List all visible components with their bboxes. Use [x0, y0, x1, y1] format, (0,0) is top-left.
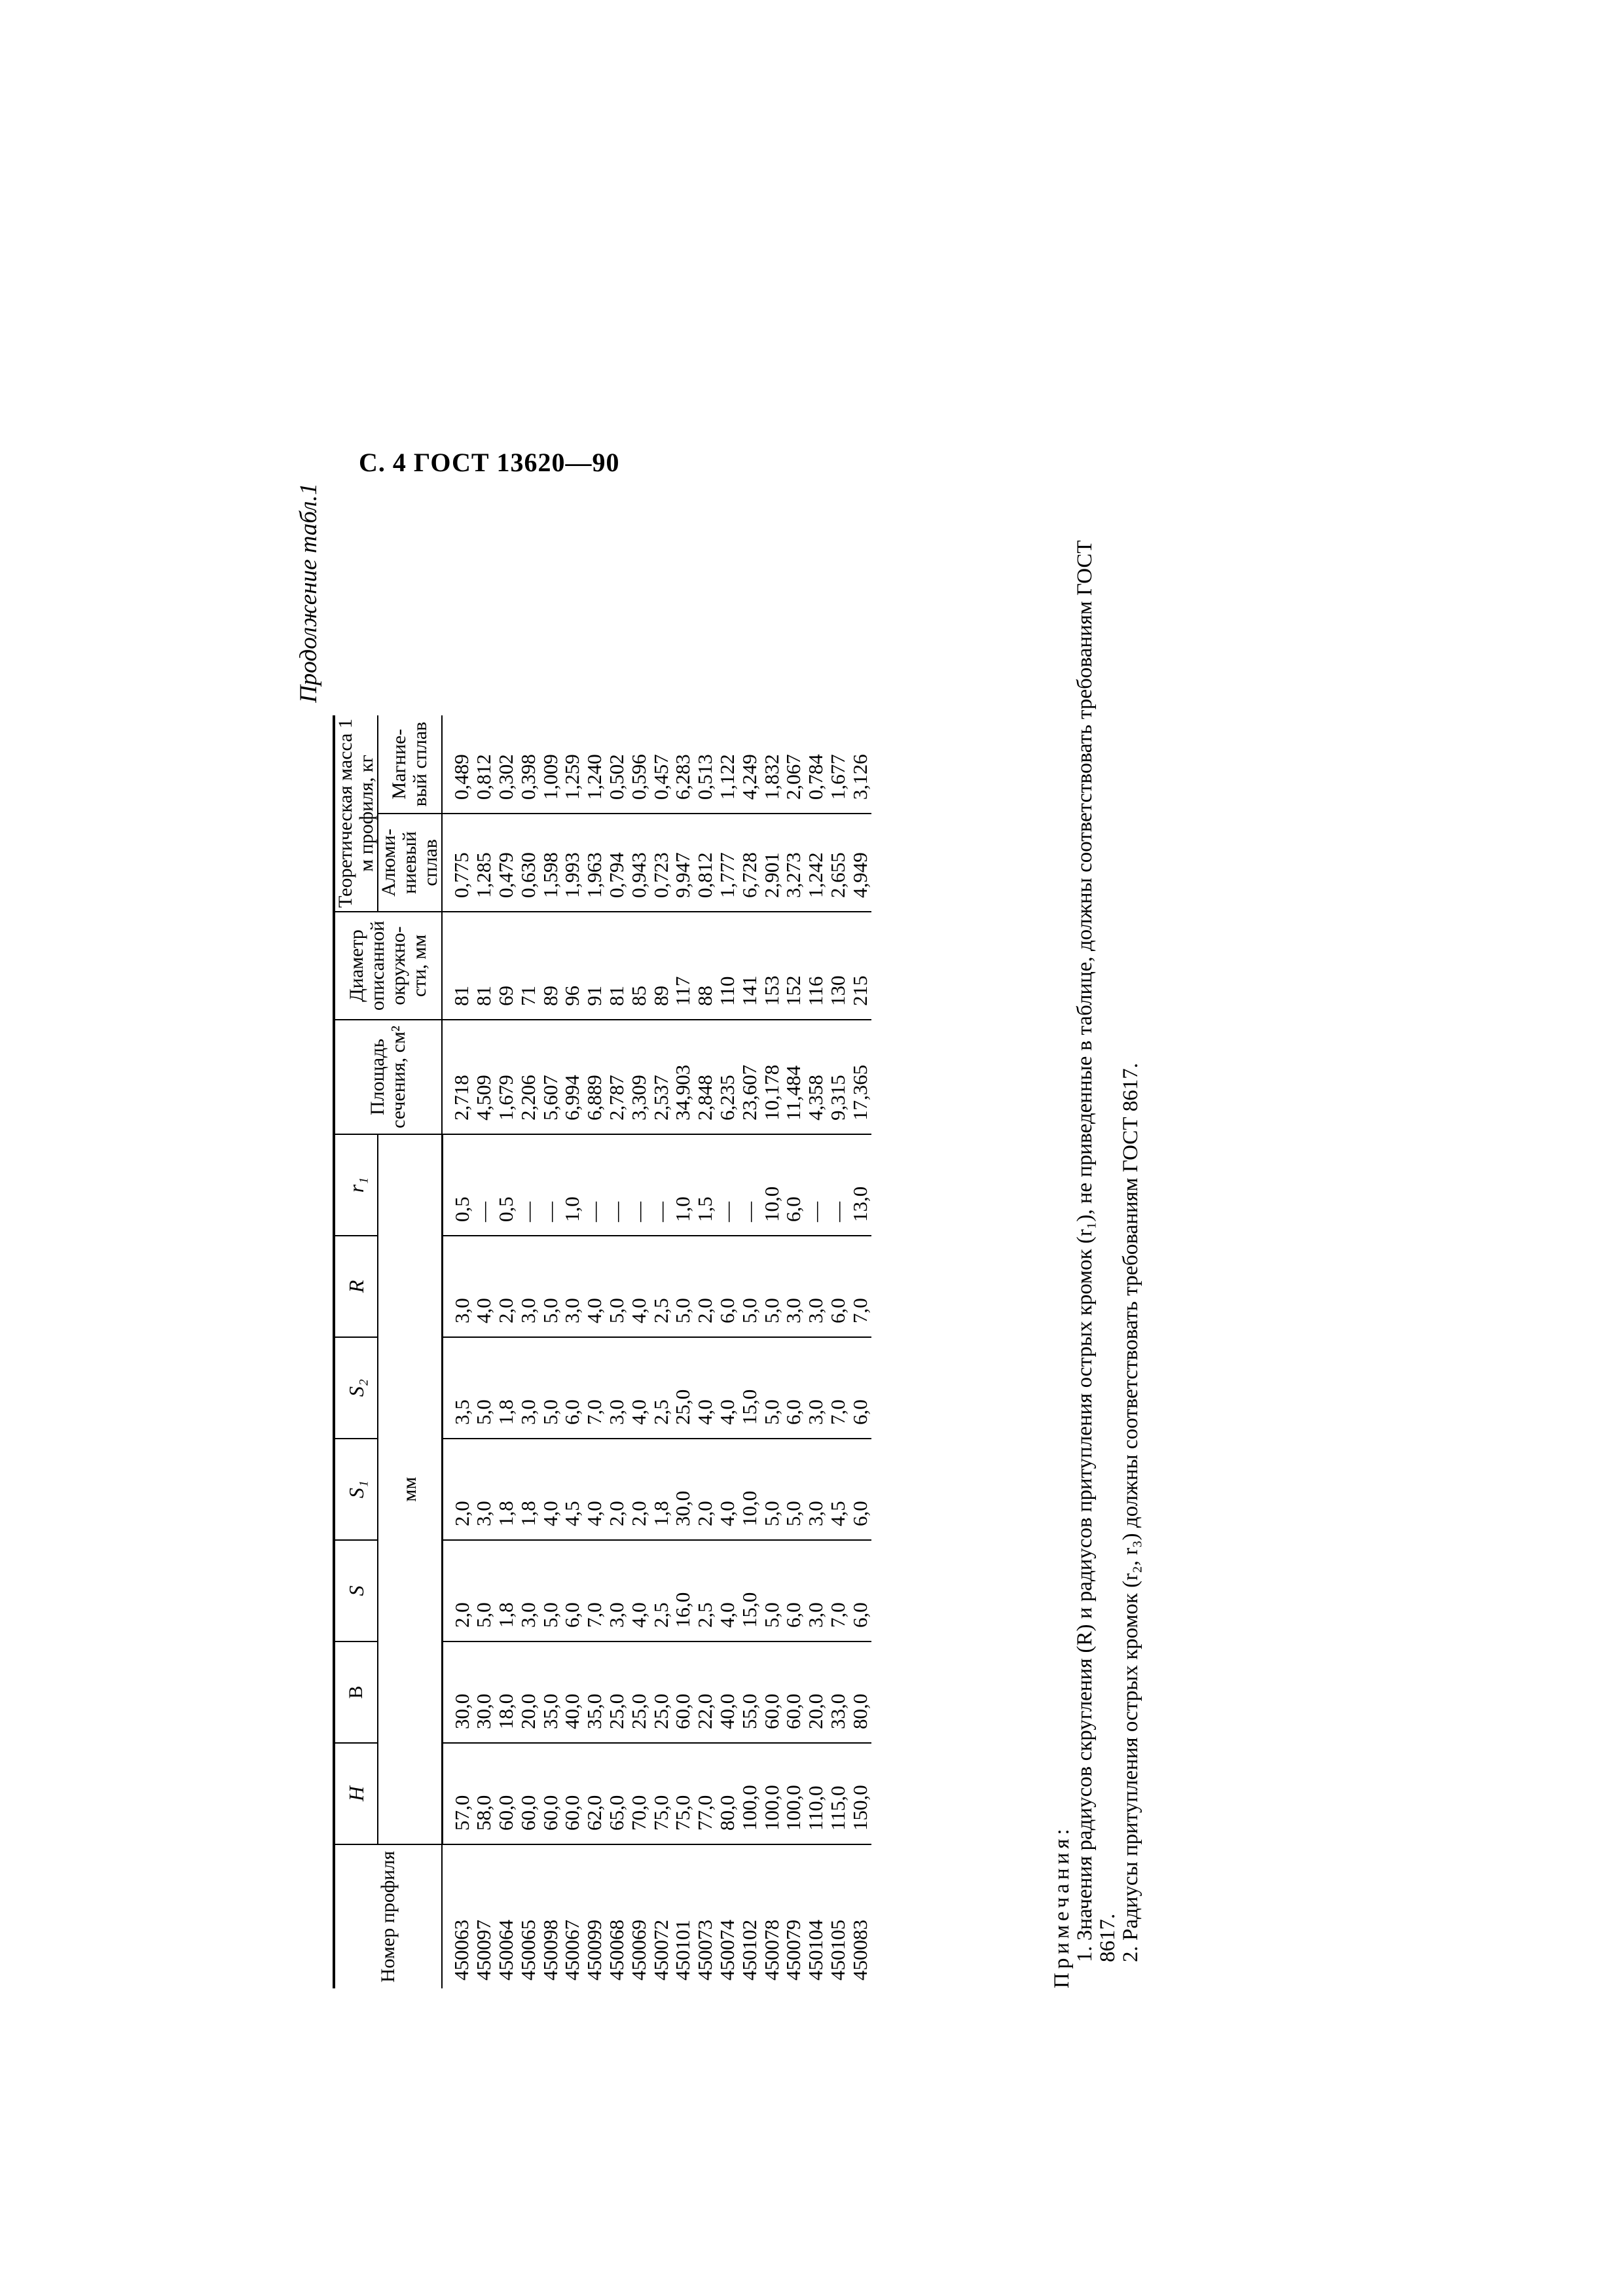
cell-s1: 1,8: [495, 1439, 517, 1540]
header-mass: Теоретическая масса 1 м профиля, кг: [334, 715, 378, 912]
header-units: мм: [378, 1134, 442, 1844]
cell-s2: 3,5: [442, 1337, 473, 1439]
cell-r1: 1,5: [694, 1134, 716, 1236]
cell-b: 40,0: [716, 1641, 739, 1743]
cell-a: 4,358: [805, 1020, 827, 1134]
cell-a: 6,889: [583, 1020, 606, 1134]
cell-s2: 7,0: [827, 1337, 849, 1439]
cell-n: 450065: [517, 1844, 539, 1988]
cell-s2: 15,0: [739, 1337, 761, 1439]
cell-d: 71: [517, 912, 539, 1020]
cell-mg: 1,122: [716, 754, 739, 800]
cell-r1: —: [628, 1134, 650, 1236]
cell-r1: 0,5: [442, 1134, 473, 1236]
cell-al: 0,479: [495, 814, 517, 912]
cell-al: 0,794: [606, 814, 628, 912]
cell-h: 75,0: [672, 1743, 694, 1844]
cell-al: 2,901: [761, 814, 783, 912]
cell-a: 9,315: [827, 1020, 849, 1134]
cell-h: 70,0: [628, 1743, 650, 1844]
continuation-label: Продолжение табл.1: [295, 483, 322, 703]
cell-r1: —: [827, 1134, 849, 1236]
cell-mg: 0,398: [516, 754, 539, 800]
table-row: [495, 715, 517, 1988]
cell-s: 2,0: [442, 1540, 473, 1641]
cell-s: 16,0: [672, 1540, 694, 1641]
cell-s2: 6,0: [561, 1337, 583, 1439]
cell-r: 5,0: [739, 1236, 761, 1337]
cell-n: 450078: [761, 1844, 783, 1988]
table-row: [539, 715, 562, 1988]
cell-d: 152: [782, 912, 805, 1020]
cell-r1: —: [583, 1134, 606, 1236]
cell-s2: 4,0: [716, 1337, 739, 1439]
page-header: С. 4 ГОСТ 13620—90: [359, 448, 620, 477]
cell-a: 2,537: [650, 1020, 672, 1134]
profile-table: [333, 715, 871, 1988]
cell-d: 81: [442, 912, 473, 1020]
note-2: 2. Радиусы притупления острых кромок (r₂, r₃) должны соответствовать требованиям ГОСТ 8617.: [1119, 1063, 1142, 1962]
cell-s2: 3,0: [805, 1337, 827, 1439]
cell-s1: 1,8: [650, 1439, 672, 1540]
table-row: [849, 715, 871, 1988]
cell-h: 60,0: [517, 1743, 539, 1844]
cell-n: 450073: [694, 1844, 716, 1988]
table-row: [442, 715, 473, 1988]
cell-r1: 0,5: [495, 1134, 517, 1236]
cell-r: 2,0: [694, 1236, 716, 1337]
cell-s1: 4,5: [827, 1439, 849, 1540]
cell-r1: —: [517, 1134, 539, 1236]
cell-a: 11,484: [782, 1020, 805, 1134]
cell-mg: 1,677: [826, 754, 850, 800]
table-row: [473, 715, 495, 1988]
cell-s: 3,0: [805, 1540, 827, 1641]
table-row: [739, 715, 761, 1988]
cell-r: 5,0: [672, 1236, 694, 1337]
cell-mg: 2,067: [782, 754, 805, 800]
header-r1: r₁: [334, 1134, 378, 1236]
cell-r1: 6,0: [782, 1134, 805, 1236]
header-h: H: [334, 1743, 378, 1844]
cell-al: 3,273: [782, 814, 805, 912]
cell-r1: —: [650, 1134, 672, 1236]
cell-s: 6,0: [561, 1540, 583, 1641]
table-row: [827, 715, 849, 1988]
cell-r: 3,0: [442, 1236, 473, 1337]
cell-r: 3,0: [561, 1236, 583, 1337]
cell-h: 60,0: [561, 1743, 583, 1844]
cell-d: 117: [672, 912, 694, 1020]
cell-al: 0,630: [517, 814, 539, 912]
cell-b: 35,0: [539, 1641, 562, 1743]
cell-a: 2,206: [517, 1020, 539, 1134]
table-row: [628, 715, 650, 1988]
cell-s1: 3,0: [805, 1439, 827, 1540]
cell-b: 35,0: [583, 1641, 606, 1743]
header-s: S: [334, 1540, 378, 1641]
table-row: [650, 715, 672, 1988]
cell-s: 4,0: [628, 1540, 650, 1641]
cell-b: 60,0: [672, 1641, 694, 1743]
cell-r1: 13,0: [849, 1134, 871, 1236]
cell-mg: 0,784: [804, 754, 828, 800]
cell-s1: 2,0: [606, 1439, 628, 1540]
cell-s2: 3,0: [517, 1337, 539, 1439]
cell-r: 7,0: [849, 1236, 871, 1337]
cell-n: 450079: [782, 1844, 805, 1988]
cell-d: 110: [716, 912, 739, 1020]
cell-r: 4,0: [583, 1236, 606, 1337]
cell-a: 6,235: [716, 1020, 739, 1134]
cell-r1: —: [606, 1134, 628, 1236]
cell-n: 450063: [442, 1844, 473, 1988]
cell-al: 1,242: [805, 814, 827, 912]
cell-mg: 0,812: [472, 754, 496, 800]
cell-b: 60,0: [782, 1641, 805, 1743]
cell-b: 60,0: [761, 1641, 783, 1743]
table-row: [782, 715, 805, 1988]
cell-mg: 3,126: [848, 754, 871, 800]
cell-r: 2,0: [495, 1236, 517, 1337]
header-r: R: [334, 1236, 378, 1337]
cell-b: 40,0: [561, 1641, 583, 1743]
cell-s1: 10,0: [739, 1439, 761, 1540]
cell-r: 3,0: [517, 1236, 539, 1337]
cell-s: 5,0: [473, 1540, 495, 1641]
cell-mg: 0,302: [494, 754, 518, 800]
cell-n: 450105: [827, 1844, 849, 1988]
cell-b: 80,0: [849, 1641, 871, 1743]
cell-mg: 0,457: [649, 754, 672, 800]
cell-b: 22,0: [694, 1641, 716, 1743]
cell-al: 1,285: [473, 814, 495, 912]
cell-al: 2,655: [827, 814, 849, 912]
cell-r: 5,0: [606, 1236, 628, 1337]
cell-s: 6,0: [849, 1540, 871, 1641]
cell-d: 89: [650, 912, 672, 1020]
cell-r: 5,0: [761, 1236, 783, 1337]
cell-s1: 4,0: [583, 1439, 606, 1540]
cell-h: 115,0: [827, 1743, 849, 1844]
cell-b: 18,0: [495, 1641, 517, 1743]
cell-r1: —: [739, 1134, 761, 1236]
cell-d: 81: [473, 912, 495, 1020]
cell-s: 3,0: [517, 1540, 539, 1641]
cell-s2: 4,0: [694, 1337, 716, 1439]
rotated-table-block: [295, 483, 1146, 1988]
cell-h: 60,0: [495, 1743, 517, 1844]
cell-s: 15,0: [739, 1540, 761, 1641]
table-row: [761, 715, 783, 1988]
cell-al: 9,947: [672, 814, 694, 912]
cell-n: 450069: [628, 1844, 650, 1988]
cell-s2: 5,0: [761, 1337, 783, 1439]
cell-al: 0,775: [442, 814, 473, 912]
cell-b: 30,0: [473, 1641, 495, 1743]
cell-a: 5,607: [539, 1020, 562, 1134]
cell-h: 58,0: [473, 1743, 495, 1844]
cell-a: 4,509: [473, 1020, 495, 1134]
cell-n: 450064: [495, 1844, 517, 1988]
cell-n: 450068: [606, 1844, 628, 1988]
notes-title: Примечания:: [1050, 1825, 1074, 1988]
cell-al: 0,812: [694, 814, 716, 912]
header-number: Номер профиля: [334, 1844, 442, 1988]
cell-a: 3,309: [628, 1020, 650, 1134]
cell-h: 100,0: [761, 1743, 783, 1844]
cell-s1: 1,8: [517, 1439, 539, 1540]
note-1: 1. Значения радиусов скругления (R) и радиусов притупления острых кромок (r₁), не приведенные в таблице, должны соответствовать требованиям ГОСТ 8617.: [1073, 540, 1120, 1962]
cell-mg: 1,259: [560, 754, 584, 800]
cell-d: 153: [761, 912, 783, 1020]
table-body: [442, 715, 871, 1988]
cell-b: 20,0: [805, 1641, 827, 1743]
cell-s: 6,0: [782, 1540, 805, 1641]
table-row: [583, 715, 606, 1988]
cell-n: 450067: [561, 1844, 583, 1988]
cell-r1: —: [716, 1134, 739, 1236]
cell-a: 1,679: [495, 1020, 517, 1134]
cell-mg: 0,513: [693, 754, 717, 800]
cell-h: 100,0: [782, 1743, 805, 1844]
cell-r: 4,0: [473, 1236, 495, 1337]
cell-a: 2,787: [606, 1020, 628, 1134]
cell-a: 2,848: [694, 1020, 716, 1134]
cell-s1: 2,0: [442, 1439, 473, 1540]
cell-s1: 5,0: [761, 1439, 783, 1540]
cell-al: 0,723: [650, 814, 672, 912]
cell-d: 130: [827, 912, 849, 1020]
cell-h: 77,0: [694, 1743, 716, 1844]
cell-s: 1,8: [495, 1540, 517, 1641]
cell-mg: 0,596: [627, 754, 650, 800]
cell-s1: 3,0: [473, 1439, 495, 1540]
cell-s2: 5,0: [539, 1337, 562, 1439]
cell-r: 4,0: [628, 1236, 650, 1337]
cell-n: 450074: [716, 1844, 739, 1988]
table-row: [561, 715, 583, 1988]
cell-s: 4,0: [716, 1540, 739, 1641]
table-row: [805, 715, 827, 1988]
table-row: [606, 715, 628, 1988]
cell-b: 55,0: [739, 1641, 761, 1743]
cell-d: 89: [539, 912, 562, 1020]
cell-r: 5,0: [539, 1236, 562, 1337]
cell-d: 81: [606, 912, 628, 1020]
cell-s2: 6,0: [849, 1337, 871, 1439]
cell-r: 3,0: [782, 1236, 805, 1337]
cell-h: 100,0: [739, 1743, 761, 1844]
cell-s: 2,5: [650, 1540, 672, 1641]
cell-b: 30,0: [442, 1641, 473, 1743]
cell-d: 88: [694, 912, 716, 1020]
cell-a: 10,178: [761, 1020, 783, 1134]
cell-a: 17,365: [849, 1020, 871, 1134]
cell-s1: 2,0: [628, 1439, 650, 1540]
cell-s2: 1,8: [495, 1337, 517, 1439]
cell-d: 69: [495, 912, 517, 1020]
cell-al: 6,728: [739, 814, 761, 912]
cell-r1: —: [473, 1134, 495, 1236]
cell-s1: 4,0: [539, 1439, 562, 1540]
cell-s: 5,0: [539, 1540, 562, 1641]
cell-s1: 2,0: [694, 1439, 716, 1540]
cell-al: 1,963: [583, 814, 606, 912]
cell-r1: 1,0: [672, 1134, 694, 1236]
cell-s1: 30,0: [672, 1439, 694, 1540]
cell-n: 450104: [805, 1844, 827, 1988]
cell-h: 62,0: [583, 1743, 606, 1844]
cell-r1: 10,0: [761, 1134, 783, 1236]
header-diameter: Диаметр описанной окружно-сти, мм: [334, 912, 442, 1020]
cell-b: 25,0: [650, 1641, 672, 1743]
table-row: [517, 715, 539, 1988]
cell-r: 6,0: [827, 1236, 849, 1337]
header-b: B: [334, 1641, 378, 1743]
cell-h: 110,0: [805, 1743, 827, 1844]
cell-s2: 4,0: [628, 1337, 650, 1439]
cell-s2: 7,0: [583, 1337, 606, 1439]
cell-s2: 6,0: [782, 1337, 805, 1439]
cell-d: 116: [805, 912, 827, 1020]
cell-n: 450097: [473, 1844, 495, 1988]
cell-mg: 6,283: [671, 754, 695, 800]
cell-mg: 0,502: [605, 754, 629, 800]
cell-r: 3,0: [805, 1236, 827, 1337]
cell-d: 85: [628, 912, 650, 1020]
cell-s2: 25,0: [672, 1337, 694, 1439]
cell-s: 3,0: [606, 1540, 628, 1641]
cell-r1: —: [805, 1134, 827, 1236]
cell-a: 2,718: [442, 1020, 473, 1134]
cell-s2: 2,5: [650, 1337, 672, 1439]
table-row: [672, 715, 694, 1988]
cell-b: 20,0: [517, 1641, 539, 1743]
cell-al: 1,993: [561, 814, 583, 912]
cell-h: 80,0: [716, 1743, 739, 1844]
cell-al: 4,949: [849, 814, 871, 912]
cell-r1: 1,0: [561, 1134, 583, 1236]
cell-al: 1,598: [539, 814, 562, 912]
cell-n: 450083: [849, 1844, 871, 1988]
cell-r: 2,5: [650, 1236, 672, 1337]
cell-mg: 1,009: [538, 754, 562, 800]
notes: [1051, 490, 1142, 1988]
cell-s1: 4,0: [716, 1439, 739, 1540]
cell-b: 25,0: [628, 1641, 650, 1743]
cell-b: 33,0: [827, 1641, 849, 1743]
cell-d: 215: [849, 912, 871, 1020]
cell-s: 2,5: [694, 1540, 716, 1641]
cell-s1: 6,0: [849, 1439, 871, 1540]
cell-h: 150,0: [849, 1743, 871, 1844]
header-al: Алюми-ниевый сплав: [378, 814, 442, 912]
cell-s: 7,0: [583, 1540, 606, 1641]
cell-d: 96: [561, 912, 583, 1020]
cell-d: 91: [583, 912, 606, 1020]
cell-al: 1,777: [716, 814, 739, 912]
cell-a: 6,994: [561, 1020, 583, 1134]
cell-r: 6,0: [716, 1236, 739, 1337]
header-s2: S₂: [334, 1337, 378, 1439]
cell-n: 450072: [650, 1844, 672, 1988]
cell-mg: 1,832: [759, 754, 783, 800]
cell-n: 450102: [739, 1844, 761, 1988]
cell-n: 450098: [539, 1844, 562, 1988]
cell-al: 0,943: [628, 814, 650, 912]
cell-s: 7,0: [827, 1540, 849, 1641]
cell-mg: 0,489: [450, 754, 473, 800]
cell-d: 141: [739, 912, 761, 1020]
cell-r1: —: [539, 1134, 562, 1236]
cell-b: 25,0: [606, 1641, 628, 1743]
cell-h: 65,0: [606, 1743, 628, 1844]
cell-a: 23,607: [739, 1020, 761, 1134]
cell-s2: 3,0: [606, 1337, 628, 1439]
cell-h: 60,0: [539, 1743, 562, 1844]
cell-h: 75,0: [650, 1743, 672, 1844]
cell-s: 5,0: [761, 1540, 783, 1641]
table-row: [694, 715, 716, 1988]
cell-s2: 5,0: [473, 1337, 495, 1439]
cell-mg: 4,249: [737, 754, 761, 800]
cell-s1: 5,0: [782, 1439, 805, 1540]
cell-mg: 1,240: [583, 754, 606, 800]
header-s1: S₁: [334, 1439, 378, 1540]
header-area: Площадь сечения, см²: [334, 1020, 442, 1134]
cell-h: 57,0: [442, 1743, 473, 1844]
table-row: [716, 715, 739, 1988]
cell-n: 450099: [583, 1844, 606, 1988]
cell-s1: 4,5: [561, 1439, 583, 1540]
header-mg: Магние-вый сплав: [378, 715, 442, 814]
cell-n: 450101: [672, 1844, 694, 1988]
cell-a: 34,903: [672, 1020, 694, 1134]
